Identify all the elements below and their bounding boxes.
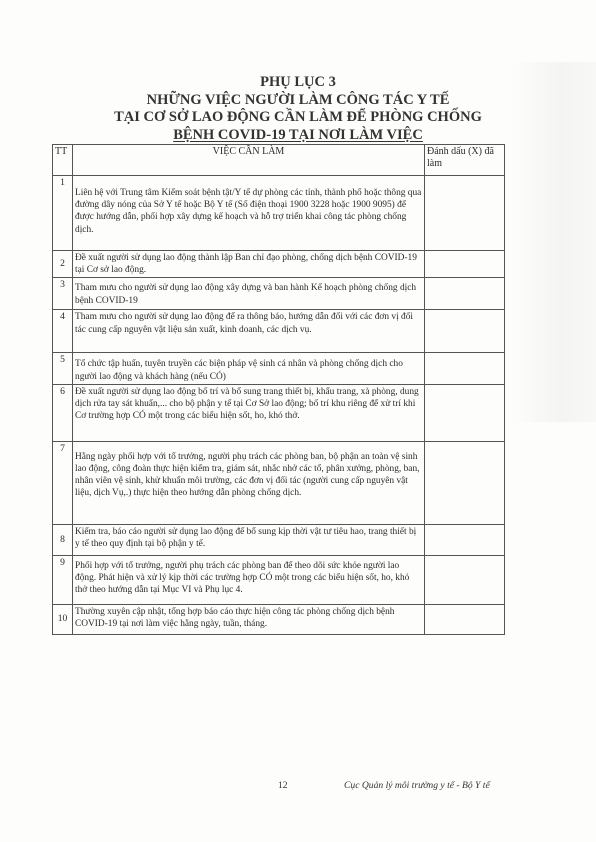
row-number: 10 bbox=[53, 604, 73, 634]
title-line-2: NHỮNG VIỆC NGƯỜI LÀM CÔNG TÁC Y TẾ bbox=[146, 91, 450, 108]
table-row bbox=[53, 441, 505, 524]
row-mark-cell[interactable] bbox=[425, 251, 505, 278]
row-task: Kiểm tra, báo cáo người sử dụng lao động để bổ sung kịp thời vật tư tiêu hao, trang thiết bị y tế theo quy định tại bộ phận y tế. bbox=[73, 524, 425, 555]
row-task: Đề xuất người sử dụng lao động bố trí và bổ sung trang thiết bị, khẩu trang, xà phòng, dung dịch rửa tay sát khuẩn,... cho bộ phận y tế tại Cơ Sở lao động; bố trí khu riêng để xử trí khi Cơ trường hợp CÓ một trong các biểu hiện sốt, ho, khó thở. bbox=[73, 384, 425, 441]
table-row bbox=[53, 176, 505, 251]
row-mark-cell[interactable] bbox=[425, 441, 505, 524]
row-number: 8 bbox=[53, 524, 73, 555]
page-number: 12 bbox=[278, 780, 288, 791]
table-row bbox=[53, 604, 505, 634]
table-row bbox=[53, 251, 505, 278]
table-row bbox=[53, 353, 505, 384]
row-number: 5 bbox=[53, 353, 73, 384]
row-task: Thường xuyên cập nhật, tổng hợp báo cáo thực hiện công tác phòng chống dịch bệnh COVID-19 tại nơi làm việc hằng ngày, tuần, tháng. bbox=[73, 604, 425, 634]
row-mark-cell[interactable] bbox=[425, 524, 505, 555]
title-line-4: BỆNH COVID-19 TẠI NƠI LÀM VIỆC bbox=[173, 126, 423, 143]
row-task: Phối hợp với tổ trưởng, người phụ trách các phòng ban để theo dõi sức khỏe người lao động. Phát hiện và xử lý kịp thời các trường hợp CÓ một trong các biểu hiện sốt, ho, khó thở theo hướng dẫn tại Mục VI và Phụ lục 4. bbox=[73, 555, 425, 604]
row-task: Tham mưu cho người sử dụng lao động để ra thông báo, hướng dẫn đối với các đơn vị đối tác cung cấp nguyên vật liệu sản xuất, kinh doanh, các dịch vụ. bbox=[73, 310, 425, 353]
header-tt: TT bbox=[53, 145, 73, 176]
row-task: Đề xuất người sử dụng lao động thành lập Ban chỉ đạo phòng, chống dịch bệnh COVID-19 tại Cơ sở lao động. bbox=[73, 251, 425, 278]
row-number: 9 bbox=[53, 555, 73, 604]
row-number: 4 bbox=[53, 310, 73, 353]
row-mark-cell[interactable] bbox=[425, 176, 505, 251]
row-task: Tham mưu cho người sử dụng lao động xây dựng và ban hành Kế hoạch phòng chống dịch bệnh COVID-19 bbox=[73, 278, 425, 310]
row-task: Hằng ngày phối hợp với tổ trưởng, người phụ trách các phòng ban, bộ phận an toàn vệ sinh lao động, công đoàn thực hiện kiểm tra, giám sát, nhắc nhở các tổ, phân xưởng, phòng, ban, nhân viên vệ sinh, khử khuẩn môi trường, các đơn vị đối tác (người cung cấp nguyên vật liệu, dịch Vụ,.) thực hiện theo hướng dẫn phòng chống dịch. bbox=[73, 441, 425, 524]
table-row bbox=[53, 555, 505, 604]
checklist-table bbox=[52, 144, 505, 635]
row-task: Tổ chức tập huấn, tuyên truyền các biện pháp vệ sinh cá nhân và phòng chống dịch cho người lao động và khách hàng (nếu CÓ) bbox=[73, 353, 425, 384]
row-number: 7 bbox=[53, 441, 73, 524]
row-number: 1 bbox=[53, 176, 73, 251]
row-mark-cell[interactable] bbox=[425, 310, 505, 353]
row-number: 6 bbox=[53, 384, 73, 441]
row-mark-cell[interactable] bbox=[425, 384, 505, 441]
header-work: VIỆC CẦN LÀM bbox=[73, 145, 425, 176]
table-header-row bbox=[53, 145, 505, 176]
table-row bbox=[53, 524, 505, 555]
row-mark-cell[interactable] bbox=[425, 278, 505, 310]
row-mark-cell[interactable] bbox=[425, 555, 505, 604]
header-mark: Đánh dấu (X) đã làm bbox=[425, 145, 505, 176]
title-line-3: TẠI CƠ SỞ LAO ĐỘNG CẦN LÀM ĐỂ PHÒNG CHỐNG bbox=[114, 109, 482, 125]
row-task: Liên hệ với Trung tâm Kiểm soát bệnh tật/Y tế dự phòng các tỉnh, thành phố hoặc thông qua đường dây nóng của Sở Y tế hoặc Bộ Y tế (Số điện thoại 1900 3228 hoặc 1900 9095) để được hướng dẫn, phối hợp xây dựng kế hoạch và hỗ trợ triển khai công tác phòng chống dịch. bbox=[73, 176, 425, 251]
footer-source: Cục Quản lý môi trường y tế - Bộ Y tế bbox=[344, 780, 490, 791]
row-mark-cell[interactable] bbox=[425, 353, 505, 384]
row-mark-cell[interactable] bbox=[425, 604, 505, 634]
document-title bbox=[0, 74, 596, 144]
row-number: 2 bbox=[53, 251, 73, 278]
table-row bbox=[53, 384, 505, 441]
table-row bbox=[53, 310, 505, 353]
table-row bbox=[53, 278, 505, 310]
appendix-label: PHỤ LỤC 3 bbox=[260, 74, 336, 90]
row-number: 3 bbox=[53, 278, 73, 310]
